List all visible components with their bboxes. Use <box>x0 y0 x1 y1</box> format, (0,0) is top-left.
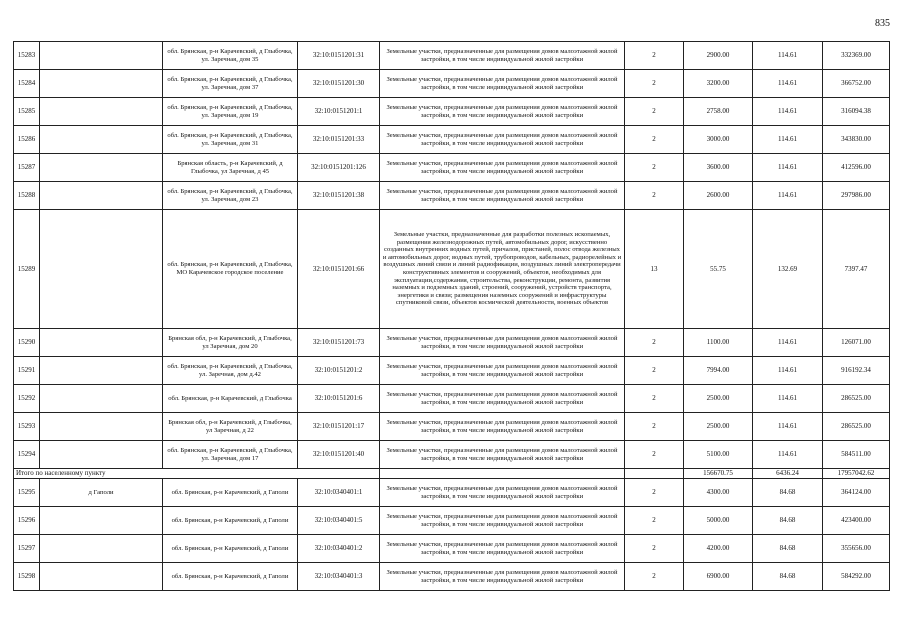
land-use-cell: Земельные участки, предназначенные для размещения домов малоэтажной жилой застройки, в том числе индивидуальной жилой застройки <box>380 479 625 507</box>
locality-cell <box>40 329 163 357</box>
value-cell: 584511.00 <box>823 441 890 469</box>
table-body <box>14 42 890 591</box>
address-cell: обл. Брянская, р-н Карачевский, д Глыбочка, ул. Заречная, дом 37 <box>163 70 298 98</box>
cadastral-table <box>13 41 890 591</box>
land-use-cell: Земельные участки, предназначенные для размещения домов малоэтажной жилой застройки, в том числе индивидуальной жилой застройки <box>380 42 625 70</box>
row-id: 15294 <box>14 441 40 469</box>
cadastral-number-cell: 32:10:0151201:126 <box>298 154 380 182</box>
row-id: 15290 <box>14 329 40 357</box>
rate-cell: 114.61 <box>753 357 823 385</box>
value-cell: 286525.00 <box>823 385 890 413</box>
address-cell: обл. Брянская, р-н Карачевский, д Глыбочка, ул. Заречная, дом 35 <box>163 42 298 70</box>
area-cell: 6900.00 <box>684 563 753 591</box>
value-cell: 366752.00 <box>823 70 890 98</box>
rate-cell: 84.68 <box>753 507 823 535</box>
cadastral-number-cell: 32:10:0151201:1 <box>298 98 380 126</box>
locality-cell <box>40 98 163 126</box>
address-cell: обл. Брянская, р-н Карачевский, д Глыбочка, МО Карачевское городское поселение <box>163 210 298 329</box>
table-row <box>14 70 890 98</box>
area-cell: 5000.00 <box>684 507 753 535</box>
cadastral-number-cell: 32:10:0151201:40 <box>298 441 380 469</box>
total-value: 17957042.62 <box>823 469 890 479</box>
cadastral-number-cell: 32:10:0151201:73 <box>298 329 380 357</box>
row-id: 15291 <box>14 357 40 385</box>
address-cell: обл. Брянская, р-н Карачевский, д Гаполи <box>163 507 298 535</box>
cadastral-number-cell: 32:10:0151201:30 <box>298 70 380 98</box>
cadastral-number-cell: 32:10:0151201:38 <box>298 182 380 210</box>
table-row <box>14 126 890 154</box>
group-cell: 2 <box>625 479 684 507</box>
locality-cell <box>40 210 163 329</box>
rate-cell: 114.61 <box>753 441 823 469</box>
locality-cell <box>40 507 163 535</box>
rate-cell: 84.68 <box>753 563 823 591</box>
address-cell: обл. Брянская, р-н Карачевский, д Глыбочка, ул. Заречная, дом 19 <box>163 98 298 126</box>
rate-cell: 114.61 <box>753 413 823 441</box>
row-id: 15293 <box>14 413 40 441</box>
area-cell: 2600.00 <box>684 182 753 210</box>
cadastral-number-cell: 32:10:0151201:2 <box>298 357 380 385</box>
area-cell: 4200.00 <box>684 535 753 563</box>
land-use-cell: Земельные участки, предназначенные для размещения домов малоэтажной жилой застройки, в том числе индивидуальной жилой застройки <box>380 329 625 357</box>
row-id: 15285 <box>14 98 40 126</box>
area-cell: 7994.00 <box>684 357 753 385</box>
locality-cell <box>40 154 163 182</box>
rate-cell: 114.61 <box>753 154 823 182</box>
table-row <box>14 154 890 182</box>
row-id: 15284 <box>14 70 40 98</box>
table-row <box>14 413 890 441</box>
group-cell: 2 <box>625 182 684 210</box>
land-use-cell: Земельные участки, предназначенные для размещения домов малоэтажной жилой застройки, в том числе индивидуальной жилой застройки <box>380 357 625 385</box>
table-row <box>14 479 890 507</box>
table-row <box>14 210 890 329</box>
total-area: 156670.75 <box>684 469 753 479</box>
value-cell: 364124.00 <box>823 479 890 507</box>
group-cell: 2 <box>625 413 684 441</box>
group-cell: 2 <box>625 441 684 469</box>
land-use-cell: Земельные участки, предназначенные для размещения домов малоэтажной жилой застройки, в том числе индивидуальной жилой застройки <box>380 441 625 469</box>
table-row <box>14 385 890 413</box>
group-cell: 2 <box>625 357 684 385</box>
address-cell: обл. Брянская, р-н Карачевский, д Гаполи <box>163 535 298 563</box>
row-id: 15297 <box>14 535 40 563</box>
land-use-cell: Земельные участки, предназначенные для размещения домов малоэтажной жилой застройки, в том числе индивидуальной жилой застройки <box>380 535 625 563</box>
value-cell: 126071.00 <box>823 329 890 357</box>
total-row <box>14 469 890 479</box>
locality-cell <box>40 70 163 98</box>
total-empty-cell <box>380 469 625 479</box>
value-cell: 316094.38 <box>823 98 890 126</box>
locality-cell <box>40 535 163 563</box>
group-cell: 2 <box>625 385 684 413</box>
group-cell: 2 <box>625 563 684 591</box>
area-cell: 2900.00 <box>684 42 753 70</box>
cadastral-number-cell: 32:10:0340401:5 <box>298 507 380 535</box>
cadastral-number-cell: 32:10:0151201:17 <box>298 413 380 441</box>
group-cell: 2 <box>625 98 684 126</box>
table-row <box>14 42 890 70</box>
row-id: 15295 <box>14 479 40 507</box>
locality-cell <box>40 385 163 413</box>
locality-name: д Гаполи <box>40 479 163 507</box>
locality-cell <box>40 413 163 441</box>
rate-cell: 84.68 <box>753 479 823 507</box>
value-cell: 343830.00 <box>823 126 890 154</box>
cadastral-number-cell: 32:10:0151201:33 <box>298 126 380 154</box>
area-cell: 3600.00 <box>684 154 753 182</box>
address-cell: обл. Брянская, р-н Карачевский, д Гаполи <box>163 479 298 507</box>
area-cell: 2758.00 <box>684 98 753 126</box>
total-rate: 6436.24 <box>753 469 823 479</box>
address-cell: обл. Брянская, р-н Карачевский, д Глыбочка, ул. Заречная, дом 31 <box>163 126 298 154</box>
cadastral-number-cell: 32:10:0151201:6 <box>298 385 380 413</box>
locality-cell <box>40 126 163 154</box>
value-cell: 584292.00 <box>823 563 890 591</box>
rate-cell: 132.69 <box>753 210 823 329</box>
land-use-cell: Земельные участки, предназначенные для размещения домов малоэтажной жилой застройки, в том числе индивидуальной жилой застройки <box>380 413 625 441</box>
group-cell: 2 <box>625 126 684 154</box>
land-use-cell: Земельные участки, предназначенные для размещения домов малоэтажной жилой застройки, в том числе индивидуальной жилой застройки <box>380 98 625 126</box>
rate-cell: 114.61 <box>753 98 823 126</box>
area-cell: 2500.00 <box>684 413 753 441</box>
group-cell: 2 <box>625 154 684 182</box>
value-cell: 286525.00 <box>823 413 890 441</box>
locality-cell <box>40 563 163 591</box>
locality-cell <box>40 441 163 469</box>
address-cell: обл. Брянская, р-н Карачевский, д Глыбочка, ул. Заречная, дом 17 <box>163 441 298 469</box>
cadastral-number-cell: 32:10:0340401:2 <box>298 535 380 563</box>
value-cell: 297986.00 <box>823 182 890 210</box>
row-id: 15289 <box>14 210 40 329</box>
land-use-cell: Земельные участки, предназначенные для разработки полезных ископаемых, размещения железнодорожных путей, автомобильных дорог, искусственно созданных внутренних водных путей, причалов, пристаней, полос отвода железных и автомобильных дорог, водных путей, трубопроводов, кабельных, радиорелейных и воздушных линий связи и линий радиофикации, воздушных линий электропередачи конструктивных элементов и сооружений, объектов, необходимых для эксплуатации,содержания, строительства, реконструкции, ремонта, развития наземных и подземных зданий, строений, сооружений, устройств транспорта, энергетики и связи; размещения наземных сооружений и инфраструктуры спутниковой связи, объектов космической деятельности, военных объектов <box>380 210 625 329</box>
rate-cell: 114.61 <box>753 126 823 154</box>
area-cell: 4300.00 <box>684 479 753 507</box>
rate-cell: 114.61 <box>753 385 823 413</box>
table-row <box>14 441 890 469</box>
cadastral-number-cell: 32:10:0340401:1 <box>298 479 380 507</box>
group-cell: 2 <box>625 535 684 563</box>
group-cell: 13 <box>625 210 684 329</box>
total-label: Итого по населенному пункту <box>14 469 380 479</box>
land-use-cell: Земельные участки, предназначенные для размещения домов малоэтажной жилой застройки, в том числе индивидуальной жилой застройки <box>380 182 625 210</box>
locality-cell <box>40 42 163 70</box>
area-cell: 2500.00 <box>684 385 753 413</box>
group-cell: 2 <box>625 42 684 70</box>
group-cell: 2 <box>625 507 684 535</box>
table-row <box>14 98 890 126</box>
area-cell: 55.75 <box>684 210 753 329</box>
row-id: 15292 <box>14 385 40 413</box>
address-cell: Брянская обл, р-н Карачевский, д Глыбочка, ул Заречная, д 22 <box>163 413 298 441</box>
address-cell: обл. Брянская, р-н Карачевский, д Глыбочка, ул. Заречная, дом 23 <box>163 182 298 210</box>
value-cell: 355656.00 <box>823 535 890 563</box>
address-cell: Брянская область, р-н Карачевский, д Глыбочка, ул Заречная, д 45 <box>163 154 298 182</box>
land-use-cell: Земельные участки, предназначенные для размещения домов малоэтажной жилой застройки, в том числе индивидуальной жилой застройки <box>380 126 625 154</box>
area-cell: 3200.00 <box>684 70 753 98</box>
value-cell: 7397.47 <box>823 210 890 329</box>
table-row <box>14 329 890 357</box>
value-cell: 412596.00 <box>823 154 890 182</box>
value-cell: 423400.00 <box>823 507 890 535</box>
locality-cell <box>40 357 163 385</box>
table-row <box>14 563 890 591</box>
area-cell: 3000.00 <box>684 126 753 154</box>
land-use-cell: Земельные участки, предназначенные для размещения домов малоэтажной жилой застройки, в том числе индивидуальной жилой застройки <box>380 385 625 413</box>
land-use-cell: Земельные участки, предназначенные для размещения домов малоэтажной жилой застройки, в том числе индивидуальной жилой застройки <box>380 70 625 98</box>
total-empty-cell <box>625 469 684 479</box>
row-id: 15288 <box>14 182 40 210</box>
page-number: 835 <box>875 18 890 29</box>
address-cell: обл. Брянская, р-н Карачевский, д Глыбочка <box>163 385 298 413</box>
rate-cell: 114.61 <box>753 42 823 70</box>
locality-cell <box>40 182 163 210</box>
land-use-cell: Земельные участки, предназначенные для размещения домов малоэтажной жилой застройки, в том числе индивидуальной жилой застройки <box>380 563 625 591</box>
cadastral-number-cell: 32:10:0151201:31 <box>298 42 380 70</box>
land-use-cell: Земельные участки, предназначенные для размещения домов малоэтажной жилой застройки, в том числе индивидуальной жилой застройки <box>380 154 625 182</box>
group-cell: 2 <box>625 70 684 98</box>
rate-cell: 114.61 <box>753 182 823 210</box>
row-id: 15283 <box>14 42 40 70</box>
rate-cell: 84.68 <box>753 535 823 563</box>
address-cell: Брянская обл, р-н Карачевский, д Глыбочка, ул Заречная, дом 20 <box>163 329 298 357</box>
cadastral-number-cell: 32:10:0340401:3 <box>298 563 380 591</box>
land-use-cell: Земельные участки, предназначенные для размещения домов малоэтажной жилой застройки, в том числе индивидуальной жилой застройки <box>380 507 625 535</box>
row-id: 15296 <box>14 507 40 535</box>
rate-cell: 114.61 <box>753 70 823 98</box>
cadastral-number-cell: 32:10:0151201:66 <box>298 210 380 329</box>
area-cell: 1100.00 <box>684 329 753 357</box>
address-cell: обл. Брянская, р-н Карачевский, д Глыбочка, ул. Заречная, дом д.42 <box>163 357 298 385</box>
rate-cell: 114.61 <box>753 329 823 357</box>
group-cell: 2 <box>625 329 684 357</box>
value-cell: 916192.34 <box>823 357 890 385</box>
table-row <box>14 182 890 210</box>
row-id: 15286 <box>14 126 40 154</box>
table-row <box>14 535 890 563</box>
area-cell: 5100.00 <box>684 441 753 469</box>
table-row <box>14 507 890 535</box>
value-cell: 332369.00 <box>823 42 890 70</box>
address-cell: обл. Брянская, р-н Карачевский, д Гаполи <box>163 563 298 591</box>
table-row <box>14 357 890 385</box>
row-id: 15287 <box>14 154 40 182</box>
row-id: 15298 <box>14 563 40 591</box>
